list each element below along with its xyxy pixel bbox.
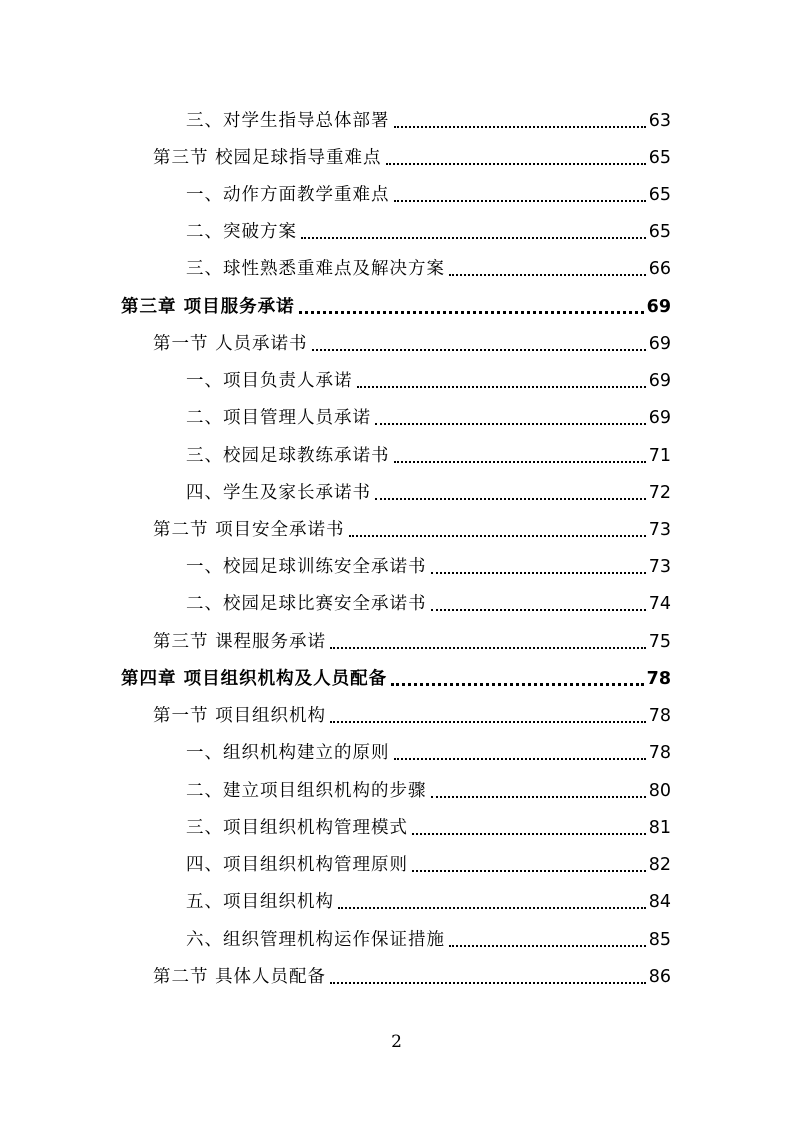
dot-leader [431, 560, 646, 574]
dot-leader [375, 411, 646, 425]
toc-entry[interactable] [153, 329, 671, 355]
dot-leader [330, 635, 646, 649]
dot-leader [449, 262, 646, 276]
dot-leader [357, 374, 646, 388]
toc-entry-label: 一、动作方面教学重难点 [186, 185, 390, 205]
toc-entry[interactable] [186, 925, 671, 951]
toc-entry-label: 一、校园足球训练安全承诺书 [186, 557, 427, 577]
toc-entry-page: 69 [648, 408, 671, 428]
dot-leader [412, 858, 646, 872]
dot-leader [338, 895, 646, 909]
toc-entry-page: 69 [648, 371, 671, 391]
toc-entry-page: 73 [648, 557, 671, 577]
toc-entry-page: 81 [648, 818, 671, 838]
toc-chapter-entry[interactable] [121, 292, 671, 318]
toc-chapter-entry[interactable] [121, 664, 671, 690]
toc-entry[interactable] [153, 701, 671, 727]
toc-entry-page: 84 [648, 892, 671, 912]
toc-entry[interactable] [186, 366, 671, 392]
toc-entry-page: 69 [648, 334, 671, 354]
dot-leader [412, 821, 646, 835]
toc-entry-page: 85 [648, 930, 671, 950]
dot-leader [394, 746, 646, 760]
toc-entry-label: 第二节 具体人员配备 [153, 967, 327, 987]
toc-entry[interactable] [186, 441, 671, 467]
toc-entry-page: 71 [648, 446, 671, 466]
toc-entry-page: 82 [648, 855, 671, 875]
toc-entry[interactable] [186, 254, 671, 280]
toc-entry-page: 65 [648, 185, 671, 205]
toc-entry-page: 74 [648, 594, 671, 614]
toc-entry-label: 二、项目管理人员承诺 [186, 408, 371, 428]
toc-entry[interactable] [153, 627, 671, 653]
toc-entry-label: 五、项目组织机构 [186, 892, 334, 912]
dot-leader [330, 709, 646, 723]
toc-entry-label: 第四章 项目组织机构及人员配备 [121, 669, 388, 689]
dot-leader [375, 486, 646, 500]
toc-entry-page: 63 [648, 111, 671, 131]
toc-entry-page: 73 [648, 520, 671, 540]
dot-leader [386, 151, 646, 165]
dot-leader [330, 970, 646, 984]
toc-entry-page: 78 [646, 669, 671, 689]
dot-leader [312, 337, 646, 351]
toc-entry-label: 第一节 项目组织机构 [153, 706, 327, 726]
toc-entry[interactable] [186, 887, 671, 913]
toc-entry-label: 第三节 课程服务承诺 [153, 632, 327, 652]
toc-entry-label: 二、建立项目组织机构的步骤 [186, 781, 427, 801]
toc-entry[interactable] [186, 403, 671, 429]
toc-entry-label: 第三章 项目服务承诺 [121, 297, 295, 317]
toc-entry[interactable] [186, 552, 671, 578]
toc-entry[interactable] [153, 143, 671, 169]
toc-entry-label: 四、项目组织机构管理原则 [186, 855, 408, 875]
toc-entry[interactable] [153, 962, 671, 988]
toc-entry-label: 三、校园足球教练承诺书 [186, 446, 390, 466]
toc-entry-page: 72 [648, 483, 671, 503]
toc-entry-page: 78 [648, 743, 671, 763]
toc-entry[interactable] [186, 180, 671, 206]
toc-entry-label: 二、校园足球比赛安全承诺书 [186, 594, 427, 614]
toc-entry[interactable] [186, 738, 671, 764]
toc-entry-page: 75 [648, 632, 671, 652]
toc-entry[interactable] [186, 776, 671, 802]
dot-leader [431, 784, 646, 798]
toc-entry-page: 66 [648, 259, 671, 279]
dot-leader [431, 597, 646, 611]
toc-entry-page: 65 [648, 222, 671, 242]
toc-entry-label: 四、学生及家长承诺书 [186, 483, 371, 503]
dot-leader [349, 523, 646, 537]
toc-entry[interactable] [186, 589, 671, 615]
toc-entry-page: 65 [648, 148, 671, 168]
toc-entry-label: 一、项目负责人承诺 [186, 371, 353, 391]
dot-leader [394, 449, 646, 463]
toc-entry[interactable] [186, 850, 671, 876]
toc-entry-page: 78 [648, 706, 671, 726]
dot-leader [449, 933, 646, 947]
toc-entry[interactable] [186, 813, 671, 839]
toc-entry-label: 第一节 人员承诺书 [153, 334, 308, 354]
toc-entry-label: 六、组织管理机构运作保证措施 [186, 930, 445, 950]
toc-entry[interactable] [153, 515, 671, 541]
dot-leader [394, 188, 646, 202]
toc-entry[interactable] [186, 478, 671, 504]
toc-entry-label: 一、组织机构建立的原则 [186, 743, 390, 763]
toc-entry[interactable] [186, 106, 671, 132]
toc-entry[interactable] [186, 217, 671, 243]
dot-leader [299, 299, 644, 314]
toc-entry-page: 80 [648, 781, 671, 801]
toc-entry-page: 69 [646, 297, 671, 317]
toc-entry-label: 三、球性熟悉重难点及解决方案 [186, 259, 445, 279]
toc-entry-label: 第二节 项目安全承诺书 [153, 520, 345, 540]
dot-leader [301, 225, 646, 239]
toc-entry-label: 第三节 校园足球指导重难点 [153, 148, 382, 168]
toc-entry-label: 二、突破方案 [186, 222, 297, 242]
toc-entry-label: 三、项目组织机构管理模式 [186, 818, 408, 838]
toc-entry-label: 三、对学生指导总体部署 [186, 111, 390, 131]
dot-leader [391, 671, 644, 686]
page-number: 2 [391, 1032, 402, 1052]
toc-entry-page: 86 [648, 967, 671, 987]
dot-leader [394, 114, 646, 128]
